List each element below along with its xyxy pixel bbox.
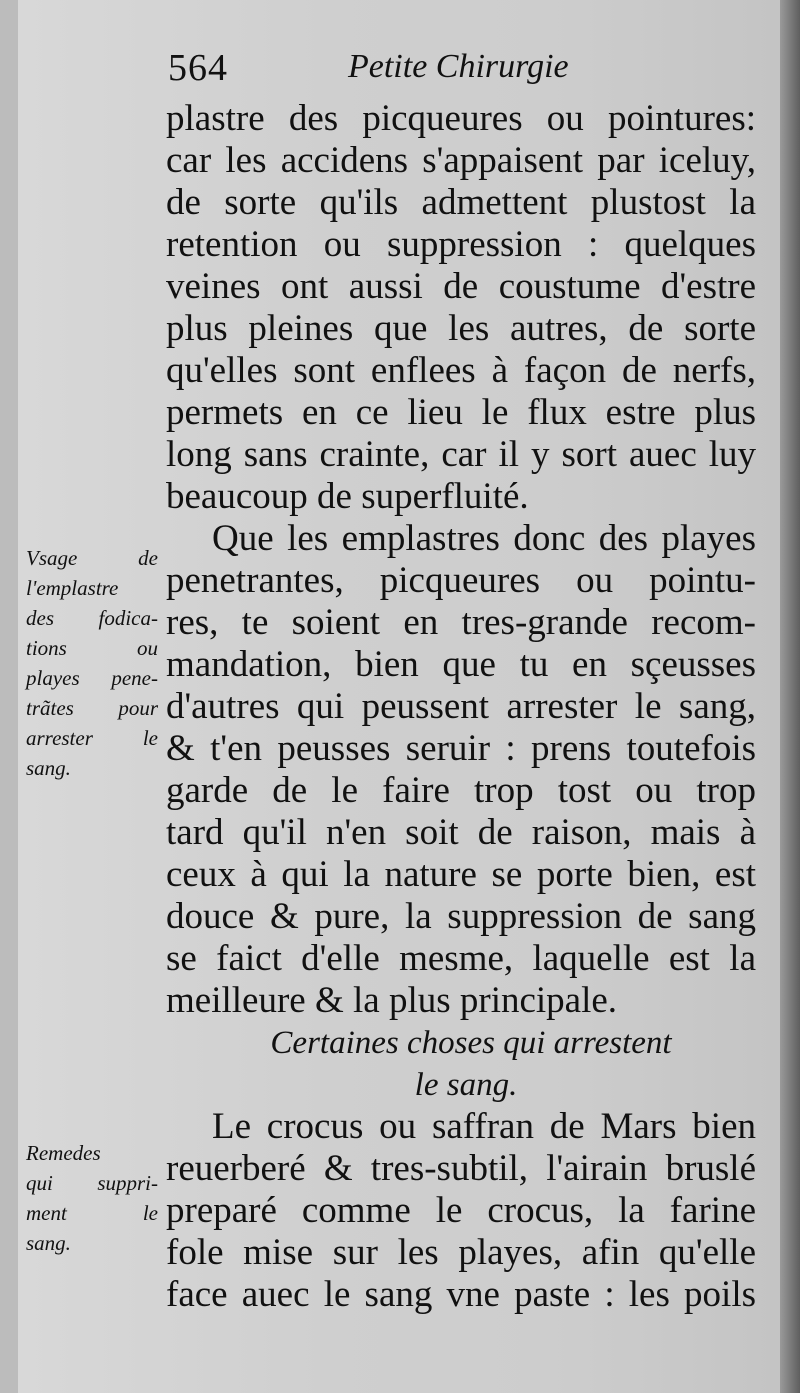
margin-note-line: Vsage de <box>26 546 158 570</box>
section-heading-continued: le sang. <box>414 1067 518 1103</box>
margin-note-line: Remedes <box>26 1141 101 1165</box>
text-line: beaucoup de superfluité. <box>166 476 529 517</box>
page-header <box>168 42 758 92</box>
text-line: veines ont aussi de coustume d'estre <box>166 266 756 307</box>
text-line: d'autres qui peussent arrester le sang, <box>166 686 756 727</box>
text-line: meilleure & la plus principale. <box>166 980 618 1021</box>
text-line: tard qu'il n'en soit de raison, mais à <box>166 812 756 853</box>
text-line: mandation, bien que tu en sçeusses <box>166 644 756 685</box>
margin-note-line: tions ou <box>26 636 158 660</box>
body-text <box>166 98 756 1316</box>
text-line: se faict d'elle mesme, laquelle est la <box>166 938 756 979</box>
book-page <box>18 0 780 1393</box>
margin-note-line: ment le <box>26 1201 158 1225</box>
text-line: de sorte qu'ils admettent plustost la <box>166 182 756 223</box>
page-number: 564 <box>168 47 228 89</box>
margin-note-line: playes pene- <box>26 666 158 690</box>
margin-note-emplastre <box>26 543 158 783</box>
margin-note-line: sang. <box>26 756 71 780</box>
page-edge-shadow <box>780 0 800 1393</box>
text-line: long sans crainte, car il y sort auec luy <box>166 434 756 475</box>
text-line: garde de le faire trop tost ou trop <box>166 770 756 811</box>
running-title: Petite Chirurgie <box>348 48 569 85</box>
margin-note-line: trãtes pour <box>26 696 158 720</box>
text-line: plus pleines que les autres, de sorte <box>166 308 756 349</box>
text-line: douce & pure, la suppression de sang <box>166 896 756 937</box>
text-line: penetrantes, picqueures ou pointu- <box>166 560 756 601</box>
text-line: face auec le sang vne paste : les poils <box>166 1274 756 1315</box>
text-line: car les accidens s'appaisent par iceluy, <box>166 140 756 181</box>
text-line: qu'elles sont enflees à façon de nerfs, <box>166 350 756 391</box>
text-line: preparé comme le crocus, la farine <box>166 1190 756 1231</box>
text-line: retention ou suppression : quelques <box>166 224 756 265</box>
section-heading: Certaines choses qui arrestent <box>270 1025 672 1061</box>
text-line: permets en ce lieu le flux estre plus <box>166 392 756 433</box>
margin-note-line: des fodica- <box>26 606 158 630</box>
margin-note-line: sang. <box>26 1231 71 1255</box>
margin-note-line: qui suppri- <box>26 1171 158 1195</box>
paragraph-start-line: Que les emplastres donc des playes <box>212 518 756 559</box>
text-line: res, te soient en tres-grande recom- <box>166 602 756 643</box>
text-line: fole mise sur les playes, afin qu'elle <box>166 1232 756 1273</box>
text-line: plastre des picqueures ou pointures: <box>166 98 756 139</box>
text-line: & t'en peusses seruir : prens toutefois <box>166 728 756 769</box>
margin-note-line: l'emplastre <box>26 576 119 600</box>
paragraph-start-line: Le crocus ou saffran de Mars bien <box>212 1106 756 1147</box>
margin-note-remedes <box>26 1138 158 1258</box>
text-line: ceux à qui la nature se porte bien, est <box>166 854 756 895</box>
margin-note-line: arrester le <box>26 726 158 750</box>
text-line: reuerberé & tres-subtil, l'airain bruslé <box>166 1148 756 1189</box>
